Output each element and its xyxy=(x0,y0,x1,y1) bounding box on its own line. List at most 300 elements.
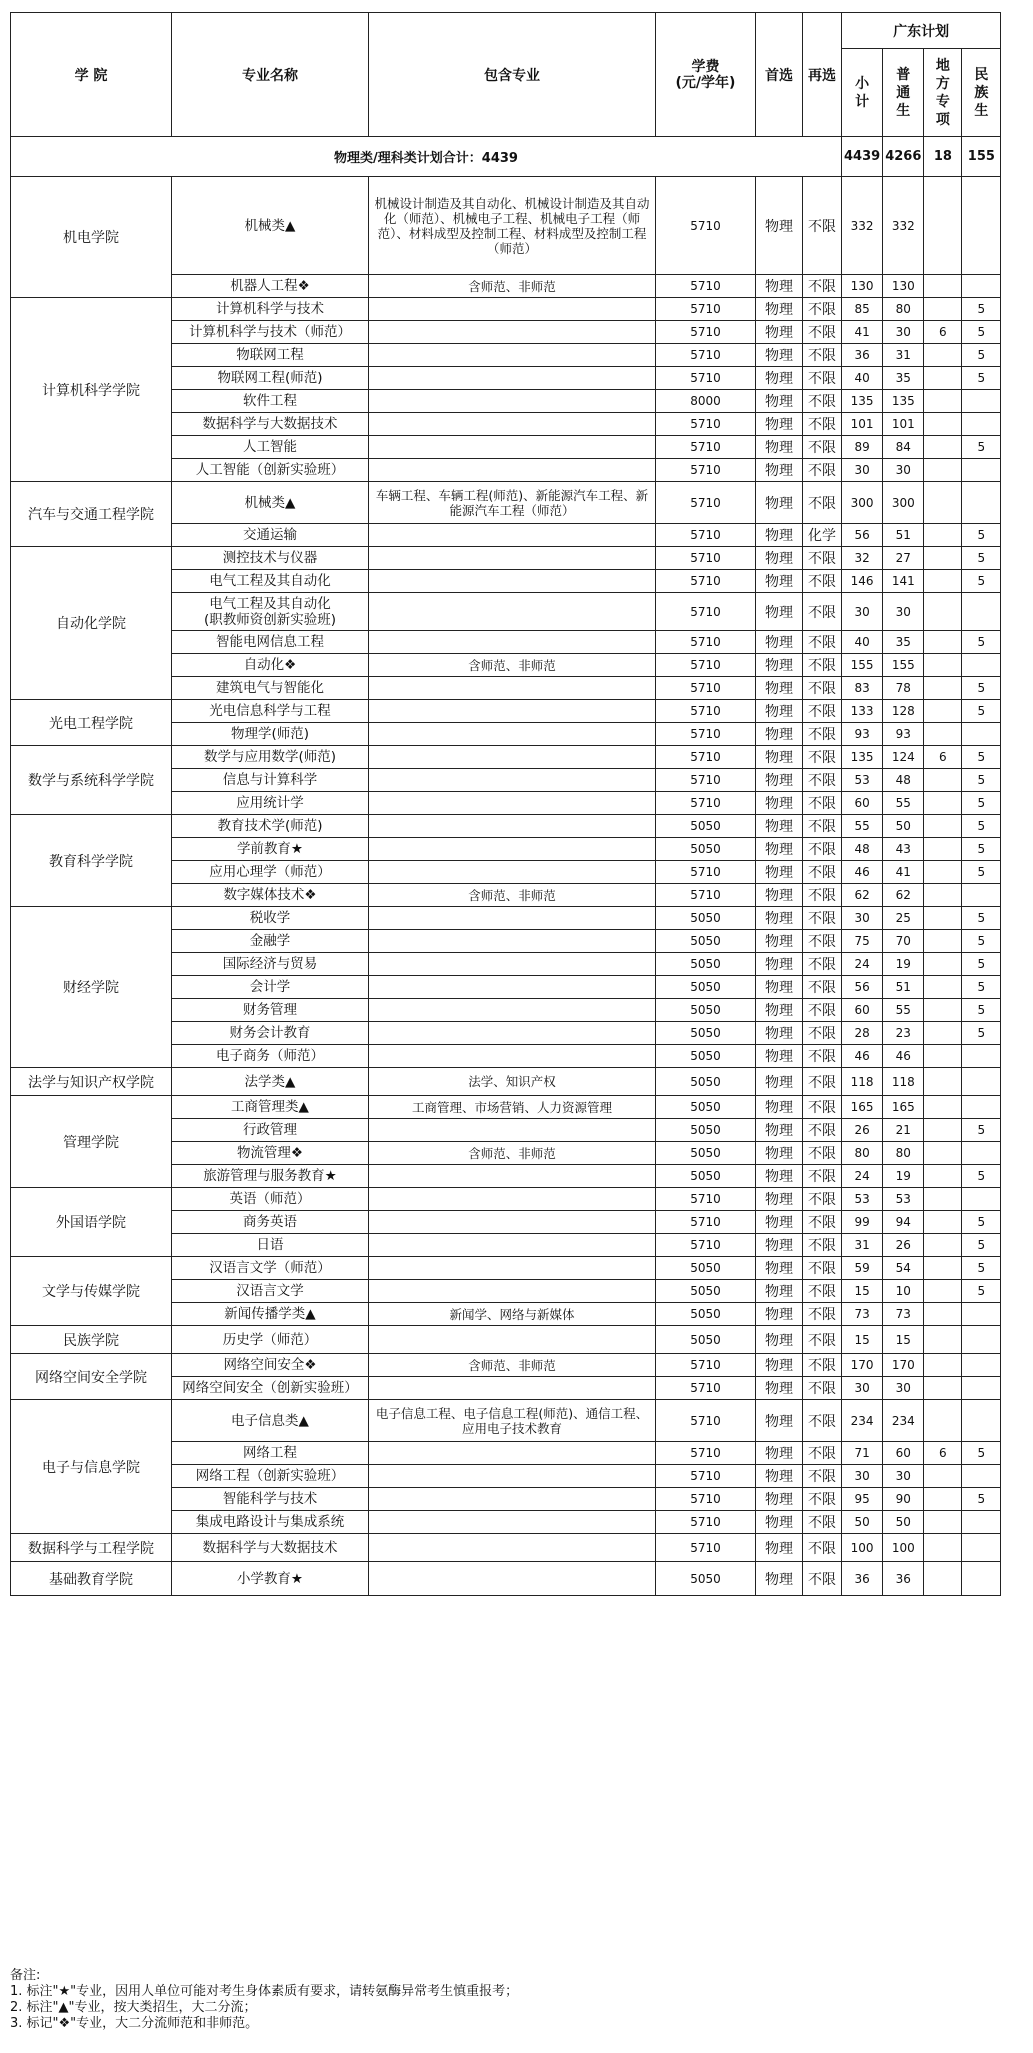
first-subject: 物理 xyxy=(756,631,803,654)
plan-ethnic: 5 xyxy=(962,1488,1001,1511)
second-subject: 不限 xyxy=(803,1488,842,1511)
plan-general: 130 xyxy=(883,275,924,298)
first-subject: 物理 xyxy=(756,1377,803,1400)
tuition: 5710 xyxy=(656,769,756,792)
second-subject: 不限 xyxy=(803,1377,842,1400)
plan-local xyxy=(924,815,962,838)
tuition: 5710 xyxy=(656,1354,756,1377)
plan-local xyxy=(924,177,962,275)
note-line: 备注: xyxy=(10,1968,41,1983)
plan-general: 36 xyxy=(883,1562,924,1596)
included-majors xyxy=(369,838,656,861)
major-name: 历史学（师范） xyxy=(172,1326,369,1354)
table-row xyxy=(11,1188,1001,1211)
tuition: 5710 xyxy=(656,631,756,654)
plan-ethnic xyxy=(962,723,1001,746)
plan-local xyxy=(924,593,962,631)
tuition: 5710 xyxy=(656,654,756,677)
first-subject: 物理 xyxy=(756,390,803,413)
plan-subtotal: 41 xyxy=(842,321,883,344)
plan-local xyxy=(924,999,962,1022)
second-subject: 不限 xyxy=(803,482,842,524)
plan-general: 141 xyxy=(883,570,924,593)
tuition: 5710 xyxy=(656,792,756,815)
major-name: 财务会计教育 xyxy=(172,1022,369,1045)
plan-general: 234 xyxy=(883,1400,924,1442)
tuition: 5710 xyxy=(656,413,756,436)
plan-local xyxy=(924,1234,962,1257)
plan-general: 70 xyxy=(883,930,924,953)
table-row xyxy=(11,1562,1001,1596)
plan-subtotal: 40 xyxy=(842,631,883,654)
major-name: 金融学 xyxy=(172,930,369,953)
second-subject: 不限 xyxy=(803,1068,842,1096)
plan-subtotal: 170 xyxy=(842,1354,883,1377)
included-majors xyxy=(369,1442,656,1465)
plan-local xyxy=(924,482,962,524)
plan-general: 48 xyxy=(883,769,924,792)
header-local-special: 地 方 专 项 xyxy=(924,49,962,137)
total-subtotal: 4439 xyxy=(842,137,883,177)
included-majors xyxy=(369,723,656,746)
plan-general: 15 xyxy=(883,1326,924,1354)
plan-subtotal: 75 xyxy=(842,930,883,953)
included-majors xyxy=(369,1022,656,1045)
first-subject: 物理 xyxy=(756,861,803,884)
tuition: 5710 xyxy=(656,177,756,275)
first-subject: 物理 xyxy=(756,298,803,321)
plan-general: 118 xyxy=(883,1068,924,1096)
tuition: 5050 xyxy=(656,1303,756,1326)
plan-general: 124 xyxy=(883,746,924,769)
first-subject: 物理 xyxy=(756,1354,803,1377)
plan-local xyxy=(924,769,962,792)
first-subject: 物理 xyxy=(756,1280,803,1303)
tuition: 5710 xyxy=(656,677,756,700)
plan-local xyxy=(924,1326,962,1354)
second-subject: 不限 xyxy=(803,769,842,792)
plan-general: 51 xyxy=(883,976,924,999)
plan-general: 30 xyxy=(883,1465,924,1488)
included-majors xyxy=(369,815,656,838)
plan-ethnic xyxy=(962,1045,1001,1068)
plan-general: 50 xyxy=(883,815,924,838)
major-name: 测控技术与仪器 xyxy=(172,547,369,570)
plan-general: 35 xyxy=(883,367,924,390)
college-name: 汽车与交通工程学院 xyxy=(11,482,172,547)
included-majors xyxy=(369,1211,656,1234)
plan-subtotal: 15 xyxy=(842,1280,883,1303)
included-majors: 车辆工程、车辆工程(师范)、新能源汽车工程、新能源汽车工程（师范） xyxy=(369,482,656,524)
second-subject: 不限 xyxy=(803,321,842,344)
included-majors xyxy=(369,1234,656,1257)
included-majors xyxy=(369,1488,656,1511)
second-subject: 不限 xyxy=(803,976,842,999)
second-subject: 不限 xyxy=(803,884,842,907)
tuition: 5710 xyxy=(656,524,756,547)
plan-ethnic xyxy=(962,1096,1001,1119)
included-majors xyxy=(369,298,656,321)
college-name: 数学与系统科学学院 xyxy=(11,746,172,815)
plan-ethnic: 5 xyxy=(962,746,1001,769)
included-majors xyxy=(369,1326,656,1354)
included-majors: 含师范、非师范 xyxy=(369,654,656,677)
plan-local xyxy=(924,1303,962,1326)
plan-subtotal: 101 xyxy=(842,413,883,436)
major-name: 智能电网信息工程 xyxy=(172,631,369,654)
college-name: 计算机科学学院 xyxy=(11,298,172,482)
major-name: 新闻传播学类▲ xyxy=(172,1303,369,1326)
tuition: 5050 xyxy=(656,1022,756,1045)
table-row xyxy=(11,1326,1001,1354)
plan-local xyxy=(924,1562,962,1596)
tuition: 5710 xyxy=(656,482,756,524)
tuition: 5710 xyxy=(656,1211,756,1234)
first-subject: 物理 xyxy=(756,723,803,746)
included-majors xyxy=(369,344,656,367)
plan-general: 55 xyxy=(883,999,924,1022)
included-majors xyxy=(369,321,656,344)
plan-ethnic: 5 xyxy=(962,298,1001,321)
plan-subtotal: 146 xyxy=(842,570,883,593)
included-majors xyxy=(369,1257,656,1280)
plan-general: 30 xyxy=(883,321,924,344)
plan-general: 73 xyxy=(883,1303,924,1326)
included-majors xyxy=(369,1377,656,1400)
first-subject: 物理 xyxy=(756,1465,803,1488)
included-majors xyxy=(369,390,656,413)
tuition: 5710 xyxy=(656,1400,756,1442)
plan-general: 30 xyxy=(883,593,924,631)
major-name: 学前教育★ xyxy=(172,838,369,861)
plan-general: 30 xyxy=(883,459,924,482)
plan-ethnic: 5 xyxy=(962,631,1001,654)
first-subject: 物理 xyxy=(756,1534,803,1562)
tuition: 5710 xyxy=(656,275,756,298)
first-subject: 物理 xyxy=(756,792,803,815)
plan-general: 41 xyxy=(883,861,924,884)
plan-ethnic: 5 xyxy=(962,815,1001,838)
plan-general: 50 xyxy=(883,1511,924,1534)
included-majors xyxy=(369,1534,656,1562)
table-row xyxy=(11,1068,1001,1096)
first-subject: 物理 xyxy=(756,815,803,838)
major-name: 网络工程（创新实验班） xyxy=(172,1465,369,1488)
major-name: 电气工程及其自动化 (职教师资创新实验班) xyxy=(172,593,369,631)
plan-subtotal: 83 xyxy=(842,677,883,700)
plan-subtotal: 46 xyxy=(842,861,883,884)
college-name: 财经学院 xyxy=(11,907,172,1068)
plan-local xyxy=(924,1280,962,1303)
plan-general: 60 xyxy=(883,1442,924,1465)
major-name: 物联网工程 xyxy=(172,344,369,367)
included-majors xyxy=(369,861,656,884)
college-name: 机电学院 xyxy=(11,177,172,298)
first-subject: 物理 xyxy=(756,976,803,999)
plan-ethnic: 5 xyxy=(962,1165,1001,1188)
plan-ethnic: 5 xyxy=(962,700,1001,723)
tuition: 5050 xyxy=(656,1280,756,1303)
plan-subtotal: 135 xyxy=(842,746,883,769)
second-subject: 不限 xyxy=(803,1465,842,1488)
tuition: 5710 xyxy=(656,1488,756,1511)
plan-general: 101 xyxy=(883,413,924,436)
included-majors xyxy=(369,547,656,570)
first-subject: 物理 xyxy=(756,1119,803,1142)
plan-local xyxy=(924,1354,962,1377)
plan-ethnic: 5 xyxy=(962,677,1001,700)
plan-general: 300 xyxy=(883,482,924,524)
plan-general: 21 xyxy=(883,1119,924,1142)
second-subject: 不限 xyxy=(803,631,842,654)
plan-ethnic xyxy=(962,1511,1001,1534)
plan-ethnic xyxy=(962,482,1001,524)
second-subject: 不限 xyxy=(803,677,842,700)
plan-subtotal: 99 xyxy=(842,1211,883,1234)
first-subject: 物理 xyxy=(756,907,803,930)
first-subject: 物理 xyxy=(756,459,803,482)
first-subject: 物理 xyxy=(756,275,803,298)
plan-ethnic: 5 xyxy=(962,769,1001,792)
tuition: 5710 xyxy=(656,547,756,570)
plan-subtotal: 56 xyxy=(842,976,883,999)
table-row xyxy=(11,1534,1001,1562)
major-name: 信息与计算科学 xyxy=(172,769,369,792)
header-college: 学 院 xyxy=(11,13,172,137)
plan-general: 80 xyxy=(883,1142,924,1165)
major-name: 网络空间安全（创新实验班） xyxy=(172,1377,369,1400)
major-name: 物流管理❖ xyxy=(172,1142,369,1165)
plan-ethnic: 5 xyxy=(962,930,1001,953)
college-name: 文学与传媒学院 xyxy=(11,1257,172,1326)
college-name: 民族学院 xyxy=(11,1326,172,1354)
plan-subtotal: 95 xyxy=(842,1488,883,1511)
second-subject: 不限 xyxy=(803,1303,842,1326)
second-subject: 不限 xyxy=(803,1142,842,1165)
plan-subtotal: 24 xyxy=(842,1165,883,1188)
major-name: 人工智能（创新实验班） xyxy=(172,459,369,482)
college-name: 管理学院 xyxy=(11,1096,172,1188)
included-majors xyxy=(369,1511,656,1534)
major-name: 数学与应用数学(师范) xyxy=(172,746,369,769)
first-subject: 物理 xyxy=(756,1442,803,1465)
tuition: 5710 xyxy=(656,1377,756,1400)
plan-subtotal: 60 xyxy=(842,792,883,815)
plan-subtotal: 50 xyxy=(842,1511,883,1534)
table-row xyxy=(11,1400,1001,1442)
first-subject: 物理 xyxy=(756,1068,803,1096)
tuition: 5050 xyxy=(656,1165,756,1188)
tuition: 5710 xyxy=(656,570,756,593)
plan-local: 6 xyxy=(924,1442,962,1465)
major-name: 数据科学与大数据技术 xyxy=(172,413,369,436)
included-majors xyxy=(369,593,656,631)
second-subject: 不限 xyxy=(803,861,842,884)
plan-ethnic xyxy=(962,1068,1001,1096)
plan-general: 84 xyxy=(883,436,924,459)
plan-subtotal: 30 xyxy=(842,593,883,631)
plan-local xyxy=(924,1511,962,1534)
tuition: 5050 xyxy=(656,1142,756,1165)
plan-local xyxy=(924,1400,962,1442)
plan-local xyxy=(924,1142,962,1165)
plan-subtotal: 40 xyxy=(842,367,883,390)
plan-ethnic xyxy=(962,1303,1001,1326)
tuition: 5710 xyxy=(656,593,756,631)
plan-general: 155 xyxy=(883,654,924,677)
first-subject: 物理 xyxy=(756,1562,803,1596)
plan-general: 23 xyxy=(883,1022,924,1045)
second-subject: 不限 xyxy=(803,436,842,459)
tuition: 5050 xyxy=(656,1119,756,1142)
plan-ethnic xyxy=(962,1354,1001,1377)
plan-local xyxy=(924,367,962,390)
plan-local xyxy=(924,1211,962,1234)
plan-ethnic xyxy=(962,413,1001,436)
plan-local xyxy=(924,436,962,459)
plan-subtotal: 130 xyxy=(842,275,883,298)
major-name: 旅游管理与服务教育★ xyxy=(172,1165,369,1188)
note-line: 2. 标注"▲"专业，按大类招生，大二分流； xyxy=(10,2000,257,2015)
table-row xyxy=(11,1354,1001,1377)
header-guangdong-plan: 广东计划 xyxy=(842,13,1001,49)
major-name: 税收学 xyxy=(172,907,369,930)
plan-ethnic xyxy=(962,1377,1001,1400)
major-name: 汉语言文学 xyxy=(172,1280,369,1303)
second-subject: 不限 xyxy=(803,459,842,482)
first-subject: 物理 xyxy=(756,838,803,861)
first-subject: 物理 xyxy=(756,1488,803,1511)
plan-local xyxy=(924,298,962,321)
plan-ethnic: 5 xyxy=(962,976,1001,999)
plan-subtotal: 234 xyxy=(842,1400,883,1442)
plan-subtotal: 28 xyxy=(842,1022,883,1045)
plan-subtotal: 53 xyxy=(842,1188,883,1211)
plan-general: 135 xyxy=(883,390,924,413)
included-majors xyxy=(369,677,656,700)
plan-subtotal: 26 xyxy=(842,1119,883,1142)
plan-local xyxy=(924,275,962,298)
tuition: 5710 xyxy=(656,746,756,769)
included-majors xyxy=(369,1045,656,1068)
plan-subtotal: 15 xyxy=(842,1326,883,1354)
tuition: 5050 xyxy=(656,907,756,930)
second-subject: 化学 xyxy=(803,524,842,547)
included-majors xyxy=(369,1188,656,1211)
plan-general: 128 xyxy=(883,700,924,723)
tuition: 5710 xyxy=(656,436,756,459)
plan-ethnic: 5 xyxy=(962,792,1001,815)
included-majors xyxy=(369,746,656,769)
major-name: 软件工程 xyxy=(172,390,369,413)
major-name: 机械类▲ xyxy=(172,482,369,524)
plan-local xyxy=(924,1465,962,1488)
major-name: 英语（师范） xyxy=(172,1188,369,1211)
major-name: 日语 xyxy=(172,1234,369,1257)
tuition: 5710 xyxy=(656,884,756,907)
college-name: 数据科学与工程学院 xyxy=(11,1534,172,1562)
major-name: 电子商务（师范） xyxy=(172,1045,369,1068)
table-row xyxy=(11,547,1001,570)
second-subject: 不限 xyxy=(803,953,842,976)
plan-subtotal: 31 xyxy=(842,1234,883,1257)
plan-subtotal: 53 xyxy=(842,769,883,792)
second-subject: 不限 xyxy=(803,1280,842,1303)
second-subject: 不限 xyxy=(803,654,842,677)
plan-general: 170 xyxy=(883,1354,924,1377)
first-subject: 物理 xyxy=(756,436,803,459)
plan-ethnic: 5 xyxy=(962,1234,1001,1257)
plan-ethnic: 5 xyxy=(962,547,1001,570)
plan-general: 10 xyxy=(883,1280,924,1303)
plan-local xyxy=(924,524,962,547)
tuition: 5710 xyxy=(656,700,756,723)
second-subject: 不限 xyxy=(803,1354,842,1377)
first-subject: 物理 xyxy=(756,177,803,275)
tuition: 5710 xyxy=(656,1511,756,1534)
plan-general: 35 xyxy=(883,631,924,654)
tuition: 5050 xyxy=(656,999,756,1022)
second-subject: 不限 xyxy=(803,275,842,298)
plan-subtotal: 118 xyxy=(842,1068,883,1096)
plan-local xyxy=(924,1188,962,1211)
tuition: 5710 xyxy=(656,321,756,344)
included-majors xyxy=(369,999,656,1022)
tuition: 5710 xyxy=(656,459,756,482)
tuition: 5710 xyxy=(656,861,756,884)
tuition: 5050 xyxy=(656,1257,756,1280)
plan-subtotal: 62 xyxy=(842,884,883,907)
first-subject: 物理 xyxy=(756,1326,803,1354)
first-subject: 物理 xyxy=(756,593,803,631)
plan-local xyxy=(924,907,962,930)
second-subject: 不限 xyxy=(803,1442,842,1465)
included-majors xyxy=(369,907,656,930)
plan-subtotal: 100 xyxy=(842,1534,883,1562)
plan-general: 26 xyxy=(883,1234,924,1257)
plan-ethnic: 5 xyxy=(962,436,1001,459)
first-subject: 物理 xyxy=(756,1400,803,1442)
major-name: 会计学 xyxy=(172,976,369,999)
major-name: 数字媒体技术❖ xyxy=(172,884,369,907)
first-subject: 物理 xyxy=(756,524,803,547)
first-subject: 物理 xyxy=(756,884,803,907)
header-major: 专业名称 xyxy=(172,13,369,137)
first-subject: 物理 xyxy=(756,1257,803,1280)
major-name: 国际经济与贸易 xyxy=(172,953,369,976)
plan-local xyxy=(924,1045,962,1068)
plan-general: 100 xyxy=(883,1534,924,1562)
second-subject: 不限 xyxy=(803,1096,842,1119)
plan-local xyxy=(924,1377,962,1400)
college-name: 外国语学院 xyxy=(11,1188,172,1257)
tuition: 5710 xyxy=(656,344,756,367)
table-row xyxy=(11,1257,1001,1280)
plan-local xyxy=(924,1534,962,1562)
header-ethnic: 民 族 生 xyxy=(962,49,1001,137)
tuition: 5710 xyxy=(656,1465,756,1488)
first-subject: 物理 xyxy=(756,413,803,436)
plan-ethnic: 5 xyxy=(962,1442,1001,1465)
first-subject: 物理 xyxy=(756,654,803,677)
plan-local: 6 xyxy=(924,321,962,344)
first-subject: 物理 xyxy=(756,930,803,953)
plan-local xyxy=(924,838,962,861)
major-name: 汉语言文学（师范） xyxy=(172,1257,369,1280)
plan-general: 78 xyxy=(883,677,924,700)
major-name: 财务管理 xyxy=(172,999,369,1022)
second-subject: 不限 xyxy=(803,1511,842,1534)
